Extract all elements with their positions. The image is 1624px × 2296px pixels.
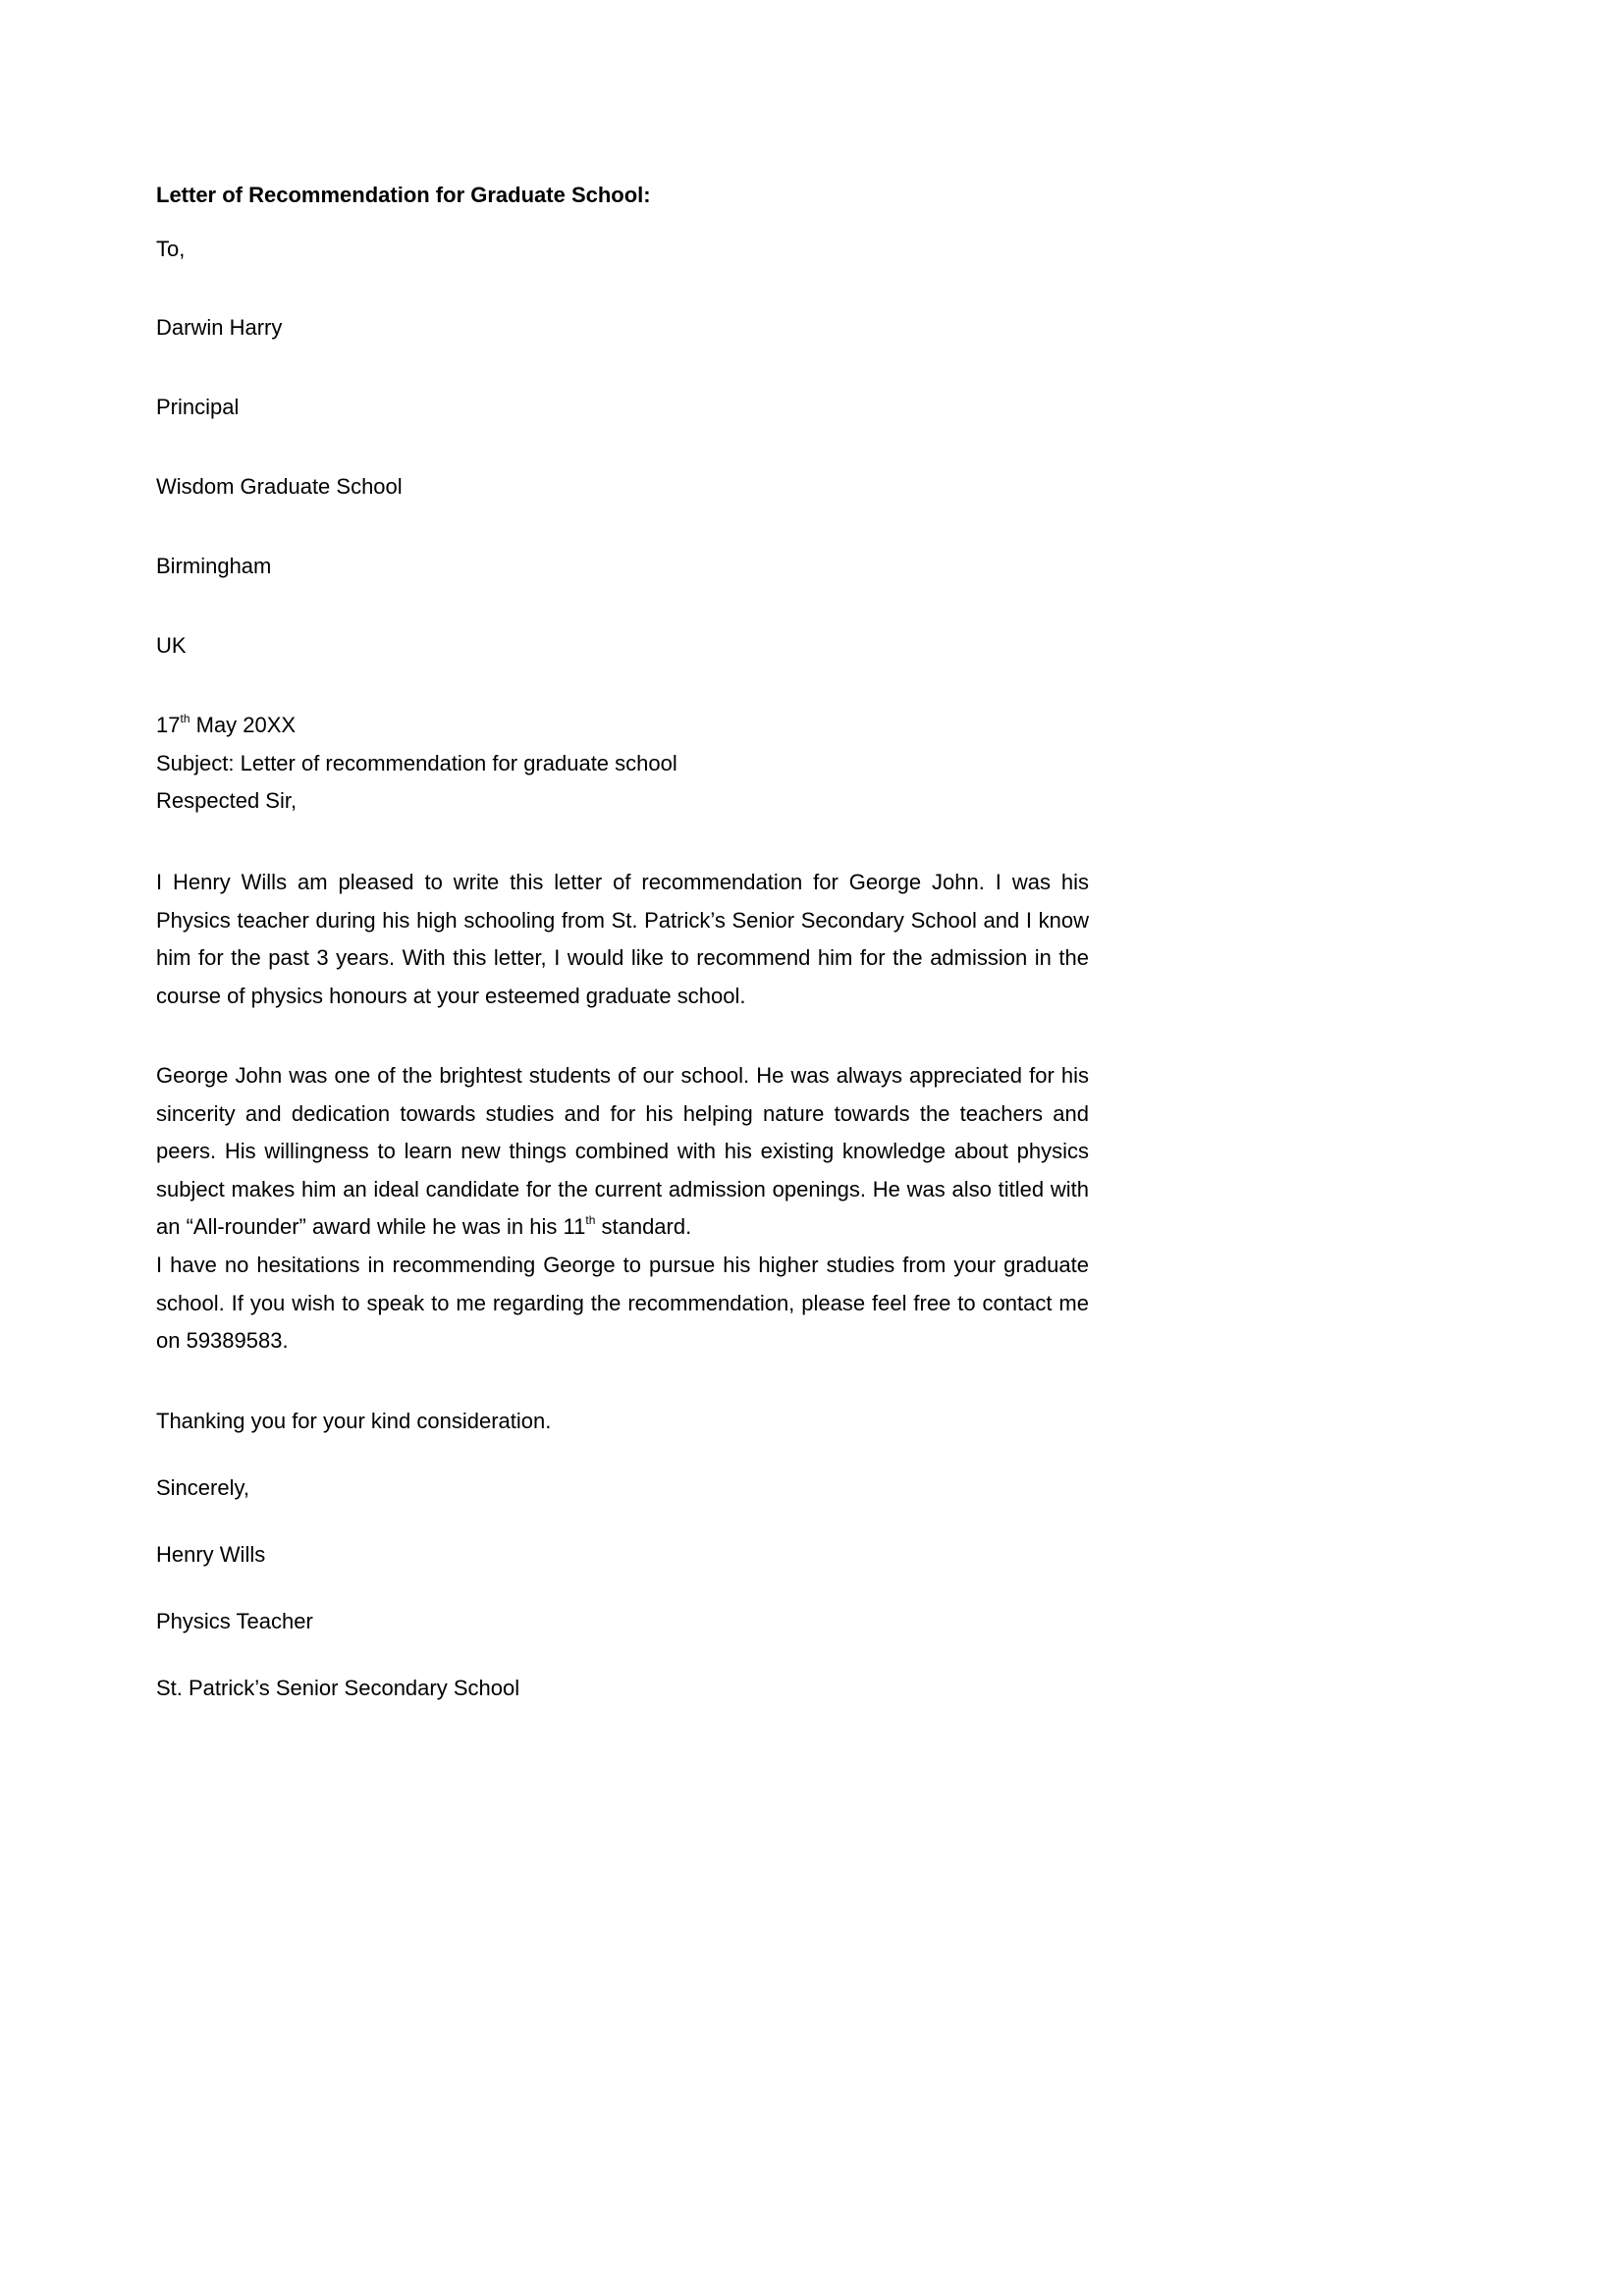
paragraph-1: I Henry Wills am pleased to write this letter of recommendation for George John. I was his Physics teacher during his high schooling from St. Patrick’s Senior Secondary School and I know him for the past 3 years. With this letter, I would like to recommend him for the admission in the course of physics honours at your esteemed graduate school. [156,870,1089,1008]
letter-date [156,712,296,739]
paragraph-2-end: standard. [595,1214,692,1240]
paragraph-3: I have no hesitations in recommending George to pursue his higher studies from your graduate school. If you wish to speak to me regarding the recommendation, please feel free to contact me on 59389583. [156,1253,1089,1354]
letter-heading: Letter of Recommendation for Graduate School: [156,183,651,207]
recipient-name: Darwin Harry [156,315,283,340]
paragraph-2-main: George John was one of the brightest students of our school. He was always appreciated for his sincerity and dedication towards studies and for his helping nature towards the teachers and peers. His willingness to learn new things combined with his existing knowledge about physics subject makes him an ideal candidate for the current admission openings. He was also titled with an “All-rounder” award while he was in his 11 [156,1063,1089,1240]
sender-organization: St. Patrick’s Senior Secondary School [156,1676,520,1700]
sender-title: Physics Teacher [156,1609,313,1633]
recipient-country: UK [156,633,187,658]
paragraph-2-suffix: th [585,1213,596,1228]
paragraph-2 [156,1057,1089,1247]
sender-name: Henry Wills [156,1542,266,1567]
date-day: 17 [156,713,181,737]
letter-subject: Subject: Letter of recommendation for graduate school [156,751,677,775]
greeting: Respected Sir, [156,788,298,813]
recipient-title: Principal [156,395,240,419]
date-day-suffix: th [180,711,190,725]
date-rest: May 20XX [189,713,297,737]
recipient-organization: Wisdom Graduate School [156,474,403,499]
salutation-to: To, [156,237,186,261]
thanks-line: Thanking you for your kind consideration. [156,1409,552,1433]
recipient-city: Birmingham [156,554,272,578]
closing: Sincerely, [156,1475,249,1500]
